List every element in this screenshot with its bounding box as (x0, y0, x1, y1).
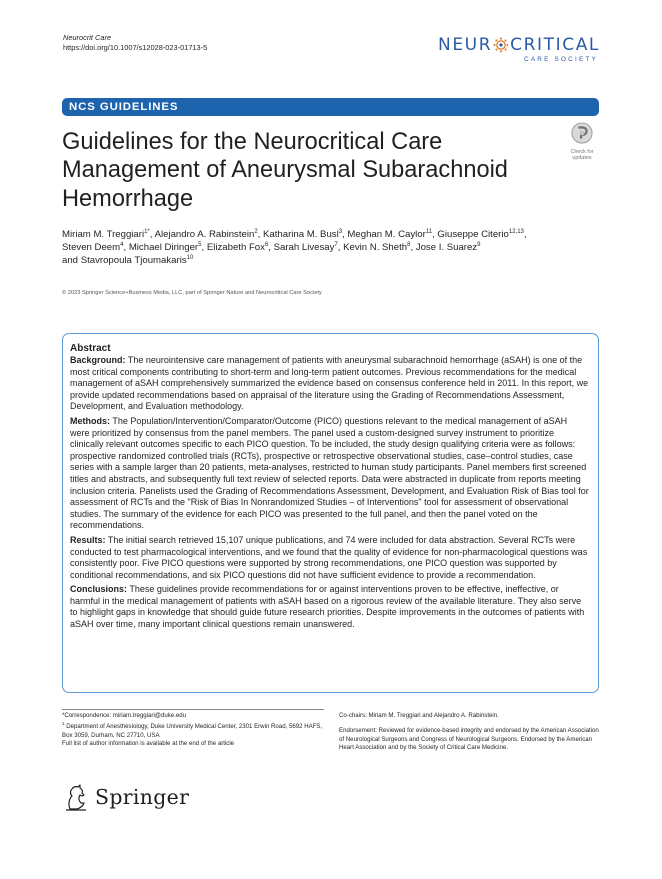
check-updates-icon (571, 122, 593, 144)
check-updates-line1: Check for (570, 149, 594, 155)
author[interactable]: Giuseppe Citerio$^{12,13}$ (437, 229, 524, 240)
cochairs-note: Co-chairs: Miriam M. Treggiari and Alejandro A. Rabinstein. (339, 712, 499, 719)
abstract-background: Background: The neurointensive care management of patients with aneurysmal subarachnoid hemorrhage (aSAH) is one of the most critical components contributing to short-term and long-term patient outcomes. Previous recommendations for the medical management of aSAH comprehensively summarized the evidence based on consensus conference held in 2011. In this report, we provide updated recommendations based on appraisal of the literature using the Grading of Recommendations Assessment, Development, and Evaluation methodology. (70, 355, 589, 412)
abstract-box (62, 333, 599, 693)
doi-link[interactable]: https://doi.org/10.1007/s12028-023-01713-5 (63, 43, 208, 52)
journal-name: Neurocrit Care (63, 33, 112, 42)
logo-subtitle: CARE SOCIETY (524, 56, 598, 63)
publisher-name: Springer (95, 785, 190, 809)
author[interactable]: Jose I. Suarez$^9$ (415, 242, 481, 254)
gear-icon (493, 37, 509, 53)
author[interactable]: Alejandro A. Rabinstein$^2$ (154, 229, 258, 240)
publisher-logo (62, 781, 189, 813)
footnotes-right (339, 712, 599, 752)
copyright-notice: © 2023 Springer Science+Business Media, LLC, part of Springer Nature and Neurocritical Care Society (62, 290, 322, 296)
endorsement-note: Endorsement: Reviewed for evidence-based integrity and endorsed by the American Association of Neurological Surgeons and Congress of Neurological Surgeons. Endorsed by the American Heart Association and by the Society of Critical Care Medicine. (339, 727, 599, 751)
author[interactable]: Elizabeth Fox$^6$ (206, 242, 269, 254)
author[interactable]: Meghan M. Caylor$^{11}$ (347, 229, 433, 240)
check-for-updates-badge[interactable] (566, 122, 598, 161)
journal-header (63, 33, 207, 53)
abstract-conclusions: Conclusions: These guidelines provide recommendations for or against interventions proven to be effective, ineffective, or harmful in the medical management of patients with aSAH based on a rigorous review of the available literature. They also serve to highlight gaps in knowledge that should guide future research priorities. Despite improvements in the outcomes of patients with aSAH over time, many important clinical questions remain unanswered. (70, 584, 585, 630)
logo-text-left: NEUR (438, 35, 493, 55)
footnotes-left (62, 712, 324, 748)
ncs-logo (438, 36, 600, 66)
author-list: Miriam M. Treggiari$^{1*}$, Alejandro A. Rabinstein$^2$, Katharina M. Busl$^3$, Meghan M. Caylor$^{11}$, Giuseppe Citerio$^{12,13}$, Steven Deem$^4$, Michael Diringer$^5$, Elizabeth Fox$^6$, Sarah Livesay$^7$, Kevin N. Sheth$^8$, Jose I. Suarez$^9$ and Stavropoula Tjoumakaris$^{10}$ (62, 229, 527, 267)
author[interactable]: Michael Diringer$^5$ (128, 242, 202, 254)
abstract-heading: Abstract (70, 343, 111, 354)
article-title: Guidelines for the Neurocritical Care Management of Aneurysmal Subarachnoid Hemorrhage (62, 129, 508, 212)
author[interactable]: Katharina M. Busl$^3$ (263, 229, 343, 240)
author[interactable]: Kevin N. Sheth$^8$ (343, 242, 411, 254)
logo-text-right: CRITICAL (510, 35, 600, 55)
check-updates-line2: updates (572, 155, 592, 161)
author[interactable]: Steven Deem$^4$ (62, 242, 124, 254)
springer-horse-icon (62, 782, 90, 812)
section-banner: NCS GUIDELINES (62, 98, 599, 116)
author[interactable]: Miriam M. Treggiari$^{1*}$ (62, 229, 150, 240)
author[interactable]: Sarah Livesay$^7$ (273, 242, 338, 254)
footnote-divider (62, 709, 324, 710)
correspondence-email[interactable]: *Correspondence: miriam.treggiari@duke.edu (62, 712, 187, 719)
affiliation: $^1$ Department of Anesthesiology, Duke University Medical Center, 2301 Erwin Road, 5692 HAFS, Box 3059, Durham, NC 27710, USA (62, 721, 323, 739)
author-info-note: Full list of author information is available at the end of the article (62, 739, 235, 747)
abstract-methods: Methods: The Population/Intervention/Comparator/Outcome (PICO) questions relevant to the medical management of aSAH were prioritized by consensus from the panel members. The panel used a custom-designed survey instrument to prioritize clinically relevant outcomes specific to each PICO question. To be included, the study design qualifying criteria were as follows: prospective randomized controlled trials (RCTs), prospective or retrospective observational studies, case–control studies, case series with a sample larger than 20 patients, meta-analyses, restricted to human study participants. Panel members first screened titles and abstracts, and subsequently full text review of selected reports. Data were abstracted in duplicate from reports meeting inclusion criteria. Panelists used the Grading of Recommendations Assessment, Development, and Evaluation Risk of Bias tool for assessment of RCTs and the "Risk of Bias In Nonrandomized Studies – of Interventions" tool for assessment of observational studies. The summary of the evidence for each PICO was presented to the full panel, and then the panel voted on the recommendations. (70, 415, 589, 531)
author[interactable]: Stavropoula Tjoumakaris$^{10}$ (80, 255, 194, 267)
abstract-results: Results: The initial search retrieved 15,107 unique publications, and 74 were included for data abstraction. Several RCTs were conducted to test pharmacological interventions, and we found that the quality of evidence for non-pharmacological questions was consistently poor. Five PICO questions were supported by strong recommendations, one PICO question was supported by conditional recommendations, and six PICO questions did not have sufficient evidence to provide a recommendation. (70, 534, 588, 580)
